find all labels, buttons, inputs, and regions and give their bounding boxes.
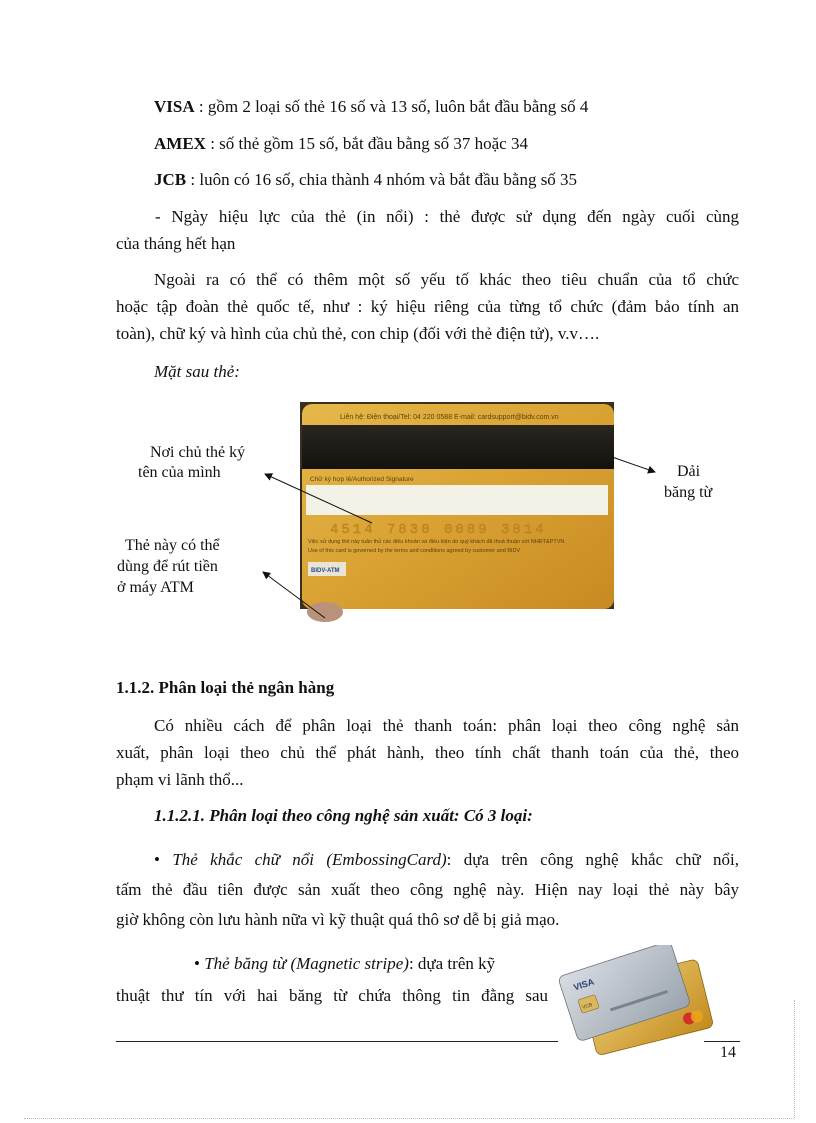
emboss-line-3: giờ không còn lưu hành nữa vì kỹ thuật quá thô sơ dễ bị giả mạo.	[116, 910, 560, 929]
intro-line-2: xuất, phân loại theo chủ thể phát hành, theo tính chất thanh toán của thẻ, theo	[116, 743, 739, 762]
card-signature-label: Chữ ký hợp lệ/Authorized Signature	[310, 476, 414, 483]
back-title: Mặt sau thẻ:	[154, 362, 240, 381]
emboss-line-1	[154, 846, 739, 873]
intro-line-3: phạm vi lãnh thổ...	[116, 770, 244, 789]
magnetic-text: : dựa trên kỹ	[408, 954, 496, 973]
label-signature-2: tên của mình	[138, 464, 221, 481]
label-stripe-1: Dải	[677, 463, 701, 480]
finger	[307, 602, 343, 622]
arrow-stripe	[612, 457, 655, 472]
card-header-text: Liên hệ: Điện thoại/Tel: 04 220 0588 E-mail: cardsupport@bidv.com.vn	[340, 414, 559, 421]
page-border-bottom	[24, 1118, 794, 1119]
bullet: •	[194, 954, 200, 973]
magnetic-term: Thẻ băng từ (Magnetic stripe)	[204, 954, 409, 973]
card-fine-print-2: Use of this card is governed by the terms and conditions agreed by customer and BIDV	[308, 548, 521, 554]
sub-heading: 1.1.2.1. Phân loại theo công nghệ sản xuất: Có 3 loại:	[154, 806, 533, 825]
atm-logo: BIDV-ATM	[311, 568, 340, 574]
other-line-3: toàn), chữ ký và hình của chủ thẻ, con chip (đối với thẻ điện tử), v.v….	[116, 324, 600, 343]
page-border-right	[794, 1000, 795, 1118]
page-number: 14	[720, 1044, 736, 1061]
other-line-2: hoặc tập đoàn thẻ quốc tế, như : ký hiệu riêng của từng tổ chức (đảm bảo tính an	[116, 297, 739, 316]
magnetic-line-2: thuật thư tín với hai băng từ chứa thông tin đằng sau	[116, 986, 548, 1005]
jcb-label: JCB	[154, 170, 187, 189]
label-atm-1: Thẻ này có thể	[125, 537, 220, 554]
cards-photo	[555, 945, 715, 1055]
label-stripe-2: băng từ	[664, 484, 713, 501]
card-number: 4514 7830 0089 3814	[330, 522, 547, 538]
footer-rule-left	[116, 1041, 558, 1042]
chip-text: VCB	[581, 1001, 594, 1011]
visa-line	[154, 93, 588, 120]
visa-label: VISA	[154, 97, 195, 116]
label-atm-2: dùng để rút tiền	[117, 558, 218, 575]
emboss-term: Thẻ khắc chữ nổi (EmbossingCard)	[172, 850, 447, 869]
magnetic-stripe	[302, 425, 614, 469]
card-back-figure	[0, 390, 816, 650]
other-line-1: Ngoài ra có thể có thêm một số yếu tố khác theo tiêu chuẩn của tổ chức	[154, 270, 739, 289]
signature-panel	[306, 485, 608, 515]
jcb-line	[154, 166, 577, 193]
magnetic-line-1	[194, 950, 495, 977]
amex-label: AMEX	[154, 134, 206, 153]
emboss-line-2: tấm thẻ đầu tiên được sản xuất theo công nghệ này. Hiện nay loại thẻ này bây	[116, 880, 739, 899]
silver-card-brand: VISA	[572, 976, 596, 993]
emboss-text: : dựa trên công nghệ khắc chữ nổi,	[446, 850, 739, 869]
label-signature-1: Nơi chủ thẻ ký	[150, 444, 246, 461]
visa-text: : gồm 2 loại số thẻ 16 số và 13 số, luôn bắt đầu bằng số 4	[194, 97, 589, 116]
expiry-line-1: - Ngày hiệu lực của thẻ (in nổi) : thẻ được sử dụng đến ngày cuối cùng	[155, 207, 739, 226]
amex-line	[154, 130, 528, 157]
label-atm-3: ở máy ATM	[117, 579, 194, 596]
expiry-line-2: của tháng hết hạn	[116, 234, 236, 253]
section-heading: 1.1.2. Phân loại thẻ ngân hàng	[116, 678, 335, 697]
card-fine-print-1: Việc sử dụng thẻ này tuân thủ các điều khoản và điều kiện do quý khách đã thoả thuận với NHĐT&PTVN	[308, 539, 565, 545]
intro-line-1: Có nhiều cách để phân loại thẻ thanh toán: phân loại theo công nghệ sản	[154, 716, 739, 735]
amex-text: : số thẻ gồm 15 số, bắt đầu bằng số 37 hoặc 34	[205, 134, 528, 153]
bullet: •	[154, 850, 160, 869]
jcb-text: : luôn có 16 số, chia thành 4 nhóm và bắt đầu bằng số 35	[186, 170, 578, 189]
